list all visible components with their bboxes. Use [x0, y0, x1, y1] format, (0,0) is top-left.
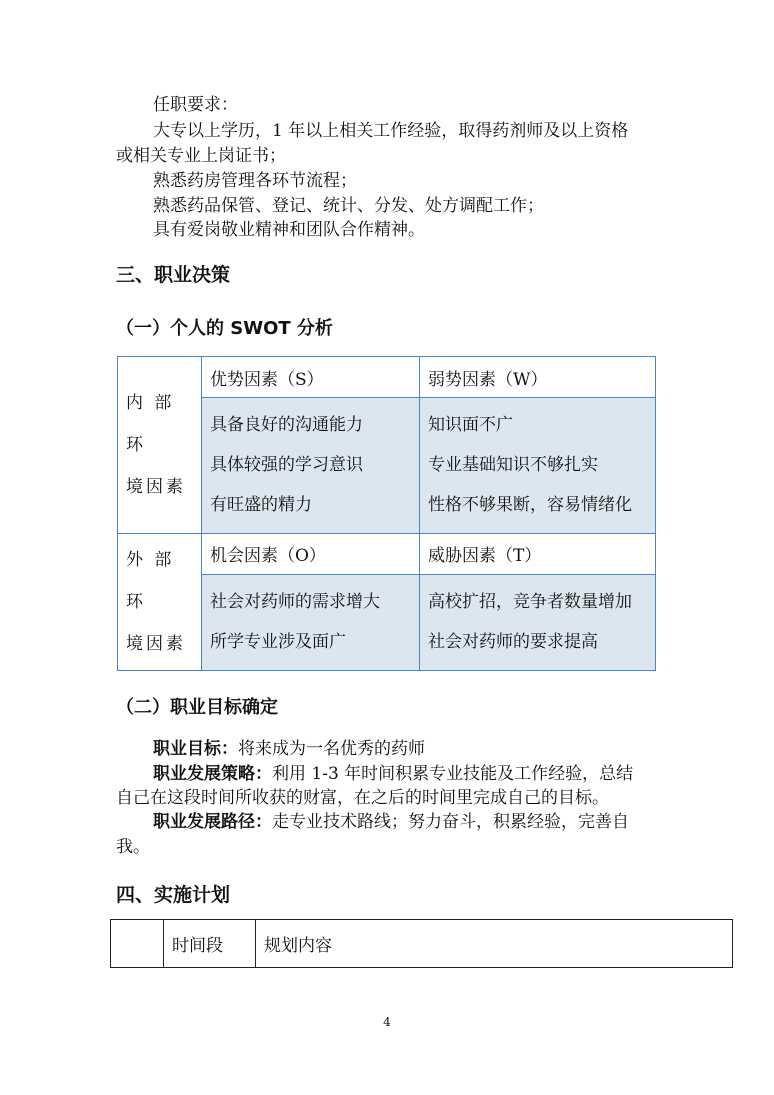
list-item: 具备良好的沟通能力	[210, 415, 363, 436]
opportunities-cell	[202, 574, 420, 670]
goal-label: 职业目标：	[153, 739, 238, 759]
requirement-line: 或相关专业上岗证书；	[116, 146, 286, 166]
strategy-text: 利用 1-3 年时间积累专业技能及工作经验，总结	[272, 764, 634, 784]
strategy-line-cont: 自己在这段时间所收获的财富，在之后的时间里完成自己的目标。	[116, 788, 609, 808]
list-item: 具体较强的学习意识	[210, 455, 363, 476]
list-item: 所学专业涉及面广	[210, 632, 346, 653]
goal-text: 将来成为一名优秀的药师	[238, 739, 425, 759]
table-header-cell	[111, 920, 164, 968]
strengths-cell	[202, 398, 420, 534]
requirement-line: 大专以上学历，1 年以上相关工作经验，取得药剂师及以上资格	[153, 121, 629, 141]
list-item: 社会对药师的需求增大	[210, 592, 380, 613]
requirement-line: 熟悉药房管理各环节流程；	[153, 171, 357, 191]
plan-table	[110, 919, 733, 968]
list-item: 社会对药师的要求提高	[428, 632, 598, 653]
list-item: 高校扩招，竞争者数量增加	[428, 592, 632, 613]
path-line	[153, 810, 629, 834]
path-line-cont: 我。	[116, 837, 150, 857]
external-factors-label	[118, 533, 202, 670]
weaknesses-header: 弱势因素（W）	[420, 357, 656, 398]
section-heading: 四、实施计划	[116, 884, 231, 906]
path-label: 职业发展路径：	[153, 812, 272, 832]
label-line: 外 部 环	[126, 549, 175, 612]
strengths-header: 优势因素（S）	[202, 357, 420, 398]
weaknesses-cell	[420, 398, 656, 534]
list-item: 知识面不广	[428, 415, 513, 436]
threats-cell	[420, 574, 656, 670]
strategy-label: 职业发展策略：	[153, 764, 272, 784]
table-header-cell: 时间段	[164, 920, 256, 968]
goal-line	[153, 737, 425, 761]
label-line: 内 部 环	[126, 392, 175, 455]
path-text: 走专业技术路线；努力奋斗，积累经验，完善自	[272, 812, 629, 832]
requirement-line: 具有爱岗敬业精神和团队合作精神。	[153, 220, 425, 240]
list-item: 性格不够果断，容易情绪化	[428, 495, 632, 516]
internal-factors-label	[118, 357, 202, 534]
label-line: 境因素	[126, 633, 186, 654]
label-line: 境因素	[126, 476, 186, 497]
table-row	[111, 920, 733, 968]
strategy-line	[153, 762, 633, 786]
requirements-title: 任职要求：	[153, 95, 238, 115]
list-item: 有旺盛的精力	[210, 495, 312, 516]
threats-header: 威胁因素（T）	[420, 533, 656, 574]
subsection-heading: （二）职业目标确定	[116, 697, 278, 718]
requirement-line: 熟悉药品保管、登记、统计、分发、处方调配工作；	[153, 196, 544, 216]
table-header-cell: 规划内容	[256, 920, 733, 968]
subsection-heading: （一）个人的 SWOT 分析	[116, 318, 333, 339]
swot-table	[117, 356, 656, 671]
section-heading: 三、职业决策	[116, 264, 231, 286]
opportunities-header: 机会因素（O）	[202, 533, 420, 574]
page-number: 4	[383, 1015, 391, 1029]
list-item: 专业基础知识不够扎实	[428, 455, 598, 476]
